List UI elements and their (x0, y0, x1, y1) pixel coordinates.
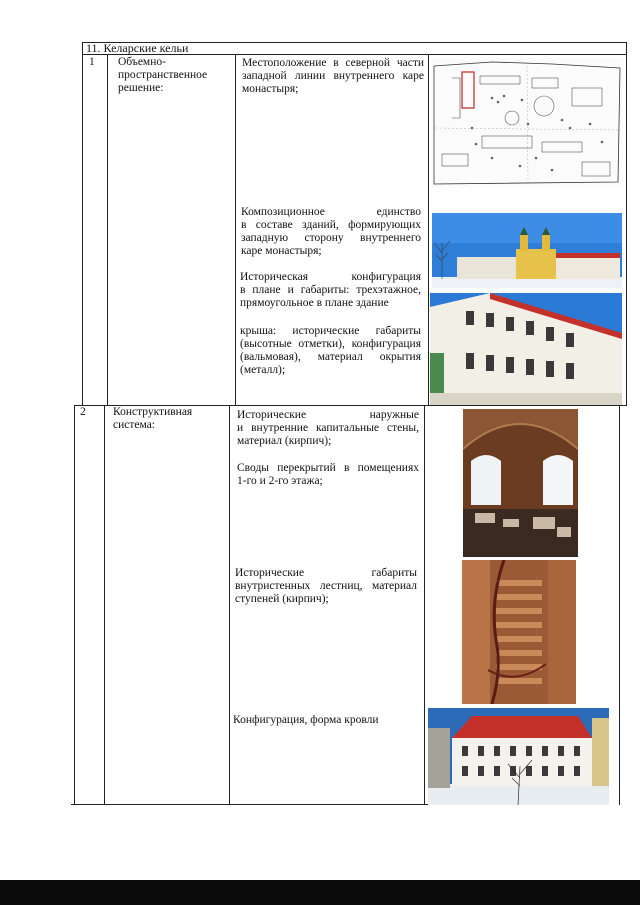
description-line: Историческая конфигурация (240, 271, 421, 283)
vault-drawing (463, 409, 578, 557)
col-divider-2 (235, 54, 236, 405)
description-line: внутристенных лестниц, материал (235, 580, 417, 592)
table-border-left (82, 42, 83, 405)
category-line: решение: (118, 82, 164, 94)
description-line: (металл); (240, 364, 286, 376)
col-divider-1-lower (104, 405, 105, 805)
description-block (235, 567, 417, 606)
description-line: и внутренние капитальные стены, (237, 422, 419, 434)
description-line: Местоположение в северной части (242, 57, 424, 69)
red-roof-building-photo (428, 708, 609, 805)
description-line: монастыря; (242, 83, 299, 95)
row-number: 1 (89, 56, 95, 68)
description-line: западную сторону внутреннего (241, 232, 421, 244)
description-line: крыша: исторические габариты (240, 325, 421, 337)
description-line: в плане и габариты: трехэтажное, (240, 284, 421, 296)
panorama-drawing (432, 213, 622, 288)
table-border-right-lower (619, 405, 620, 805)
description-block (233, 714, 415, 727)
section-title: 11. Келарские кельи (86, 41, 189, 55)
description-line: каре монастыря; (241, 245, 322, 257)
description-line: (вальмовая), материал окрытия (240, 351, 421, 363)
description-line: материал (кирпич); (237, 435, 332, 447)
description-line: ступеней (кирпич); (235, 593, 329, 605)
description-block (240, 325, 421, 377)
monastery-panorama-photo (432, 213, 622, 288)
row-category (118, 56, 230, 95)
description-line: (высотные отметки), конфигурация (240, 338, 421, 350)
vaulted-interior-photo (463, 409, 578, 557)
scan-bottom-edge (0, 880, 640, 905)
row-category (113, 406, 225, 432)
description-line: Конфигурация, форма кровли (233, 714, 379, 726)
category-line: Конструктивная (113, 406, 193, 418)
description-line: Своды перекрытий в помещениях (237, 462, 419, 474)
description-line: Исторические габариты (235, 567, 417, 579)
red-roof-drawing (428, 708, 609, 805)
description-line: Исторические наружные (237, 409, 419, 421)
description-block (242, 57, 424, 96)
description-line: Композиционное единство (241, 206, 421, 218)
table-border-left-lower (74, 405, 75, 805)
row-number: 2 (80, 406, 86, 418)
description-line: 1-го и 2-го этажа; (237, 475, 323, 487)
site-plan-image (432, 58, 623, 188)
col-divider-3 (428, 54, 429, 405)
table-border-right (626, 42, 627, 405)
description-block (240, 271, 421, 310)
building-facade-photo (430, 293, 622, 405)
description-block (237, 462, 419, 488)
description-block (237, 409, 419, 448)
col-divider-3-lower (424, 405, 425, 805)
facade-drawing (430, 293, 622, 405)
category-line: Объемно- (118, 56, 166, 68)
description-line: западной линии внутреннего каре (242, 70, 424, 82)
description-block (241, 206, 421, 258)
description-line: в составе зданий, формирующих (241, 219, 421, 231)
col-divider-1 (107, 54, 108, 405)
stairway-drawing (462, 560, 576, 704)
category-line: пространственное (118, 69, 208, 81)
col-divider-2-lower (229, 405, 230, 805)
stairway-photo (462, 560, 576, 704)
site-plan-drawing (432, 58, 623, 188)
description-line: прямоугольное в плане здание (240, 297, 389, 309)
category-line: система: (113, 419, 155, 431)
